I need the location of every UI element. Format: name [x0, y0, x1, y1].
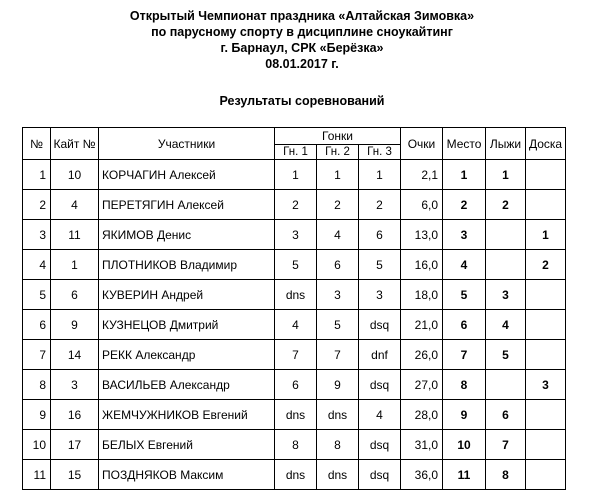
row-kite: 10 [51, 160, 99, 190]
row-participant: КУЗНЕЦОВ Дмитрий [99, 310, 275, 340]
row-kite: 14 [51, 340, 99, 370]
row-race-1: 6 [275, 370, 317, 400]
row-points: 36,0 [401, 460, 443, 490]
row-race-3: dsq [359, 460, 401, 490]
table-row [23, 160, 566, 190]
col-board: Доска [526, 128, 566, 160]
row-board [526, 430, 566, 460]
row-race-3: 1 [359, 160, 401, 190]
row-participant: ПЕРЕТЯГИН Алексей [99, 190, 275, 220]
row-race-2: 6 [317, 250, 359, 280]
row-num: 7 [23, 340, 51, 370]
row-race-3: 4 [359, 400, 401, 430]
row-race-2: 1 [317, 160, 359, 190]
col-race-2: Гн. 2 [317, 145, 359, 160]
row-skis [486, 370, 526, 400]
row-skis: 1 [486, 160, 526, 190]
row-race-1: 1 [275, 160, 317, 190]
row-skis: 4 [486, 310, 526, 340]
row-race-1: 4 [275, 310, 317, 340]
row-place: 9 [443, 400, 486, 430]
row-race-1: 2 [275, 190, 317, 220]
row-board: 3 [526, 370, 566, 400]
row-participant: КОРЧАГИН Алексей [99, 160, 275, 190]
row-points: 26,0 [401, 340, 443, 370]
row-race-2: 7 [317, 340, 359, 370]
header-title: Открытый Чемпионат праздника «Алтайская Зимовка» [129, 9, 475, 23]
row-participant: КУВЕРИН Андрей [99, 280, 275, 310]
col-place: Место [443, 128, 486, 160]
col-points: Очки [401, 128, 443, 160]
results-subtitle: Результаты соревнований [219, 94, 385, 108]
row-kite: 16 [51, 400, 99, 430]
row-race-2: 3 [317, 280, 359, 310]
row-skis: 8 [486, 460, 526, 490]
row-race-3: 5 [359, 250, 401, 280]
row-race-3: dnf [359, 340, 401, 370]
table-row [23, 310, 566, 340]
row-kite: 6 [51, 280, 99, 310]
row-skis [486, 250, 526, 280]
row-race-1: 7 [275, 340, 317, 370]
row-race-3: dsq [359, 310, 401, 340]
table-row [23, 280, 566, 310]
results-body [23, 160, 566, 490]
row-race-1: dns [275, 460, 317, 490]
row-num: 1 [23, 160, 51, 190]
row-points: 27,0 [401, 370, 443, 400]
row-points: 21,0 [401, 310, 443, 340]
table-row [23, 340, 566, 370]
table-row [23, 370, 566, 400]
table-row [23, 460, 566, 490]
row-board: 2 [526, 250, 566, 280]
row-board [526, 160, 566, 190]
row-kite: 9 [51, 310, 99, 340]
row-race-3: dsq [359, 430, 401, 460]
row-board [526, 280, 566, 310]
row-num: 4 [23, 250, 51, 280]
row-num: 3 [23, 220, 51, 250]
row-num: 2 [23, 190, 51, 220]
row-points: 6,0 [401, 190, 443, 220]
col-kite: Кайт № [51, 128, 99, 160]
table-row [23, 190, 566, 220]
table-row [23, 400, 566, 430]
row-points: 28,0 [401, 400, 443, 430]
row-place: 2 [443, 190, 486, 220]
col-race-3: Гн. 3 [359, 145, 401, 160]
row-num: 6 [23, 310, 51, 340]
col-race-1: Гн. 1 [275, 145, 317, 160]
row-board [526, 310, 566, 340]
row-race-3: 2 [359, 190, 401, 220]
row-race-2: 4 [317, 220, 359, 250]
row-board [526, 340, 566, 370]
row-race-2: 9 [317, 370, 359, 400]
row-skis: 5 [486, 340, 526, 370]
row-board [526, 460, 566, 490]
row-points: 16,0 [401, 250, 443, 280]
row-race-1: dns [275, 400, 317, 430]
header-location: г. Барнаул, СРК «Берёзка» [220, 41, 384, 55]
row-race-2: 8 [317, 430, 359, 460]
row-participant: ПЛОТНИКОВ Владимир [99, 250, 275, 280]
row-board: 1 [526, 220, 566, 250]
row-kite: 17 [51, 430, 99, 460]
row-kite: 11 [51, 220, 99, 250]
row-participant: БЕЛЫХ Евгений [99, 430, 275, 460]
row-num: 10 [23, 430, 51, 460]
table-row [23, 430, 566, 460]
results-table [22, 127, 566, 490]
row-skis [486, 220, 526, 250]
table-row [23, 250, 566, 280]
row-kite: 15 [51, 460, 99, 490]
row-race-2: dns [317, 460, 359, 490]
row-board [526, 400, 566, 430]
row-num: 11 [23, 460, 51, 490]
row-place: 8 [443, 370, 486, 400]
row-race-2: dns [317, 400, 359, 430]
col-num: № [23, 128, 51, 160]
row-race-3: 6 [359, 220, 401, 250]
row-race-1: 5 [275, 250, 317, 280]
row-board [526, 190, 566, 220]
document-header [0, 8, 604, 72]
row-points: 31,0 [401, 430, 443, 460]
row-race-3: dsq [359, 370, 401, 400]
row-points: 13,0 [401, 220, 443, 250]
col-races: Гонки [275, 128, 401, 145]
row-kite: 1 [51, 250, 99, 280]
table-row [23, 220, 566, 250]
row-place: 5 [443, 280, 486, 310]
row-race-2: 5 [317, 310, 359, 340]
row-race-2: 2 [317, 190, 359, 220]
row-num: 9 [23, 400, 51, 430]
row-participant: ЖЕМЧУЖНИКОВ Евгений [99, 400, 275, 430]
row-skis: 6 [486, 400, 526, 430]
row-place: 4 [443, 250, 486, 280]
col-participants: Участники [99, 128, 275, 160]
row-race-3: 3 [359, 280, 401, 310]
row-place: 6 [443, 310, 486, 340]
row-skis: 2 [486, 190, 526, 220]
row-num: 8 [23, 370, 51, 400]
row-kite: 3 [51, 370, 99, 400]
col-skis: Лыжи [486, 128, 526, 160]
row-participant: ЯКИМОВ Денис [99, 220, 275, 250]
row-skis: 7 [486, 430, 526, 460]
row-place: 1 [443, 160, 486, 190]
table-header-row [23, 128, 566, 145]
row-place: 11 [443, 460, 486, 490]
row-place: 10 [443, 430, 486, 460]
row-kite: 4 [51, 190, 99, 220]
row-race-1: 3 [275, 220, 317, 250]
row-participant: РЕКК Александр [99, 340, 275, 370]
header-discipline: по парусному спорту в дисциплине сноукайтинг [151, 25, 453, 39]
row-participant: ВАСИЛЬЕВ Александр [99, 370, 275, 400]
row-num: 5 [23, 280, 51, 310]
row-place: 3 [443, 220, 486, 250]
header-date: 08.01.2017 г. [265, 57, 339, 71]
row-place: 7 [443, 340, 486, 370]
row-points: 18,0 [401, 280, 443, 310]
row-points: 2,1 [401, 160, 443, 190]
row-race-1: dns [275, 280, 317, 310]
row-participant: ПОЗДНЯКОВ Максим [99, 460, 275, 490]
row-skis: 3 [486, 280, 526, 310]
row-race-1: 8 [275, 430, 317, 460]
